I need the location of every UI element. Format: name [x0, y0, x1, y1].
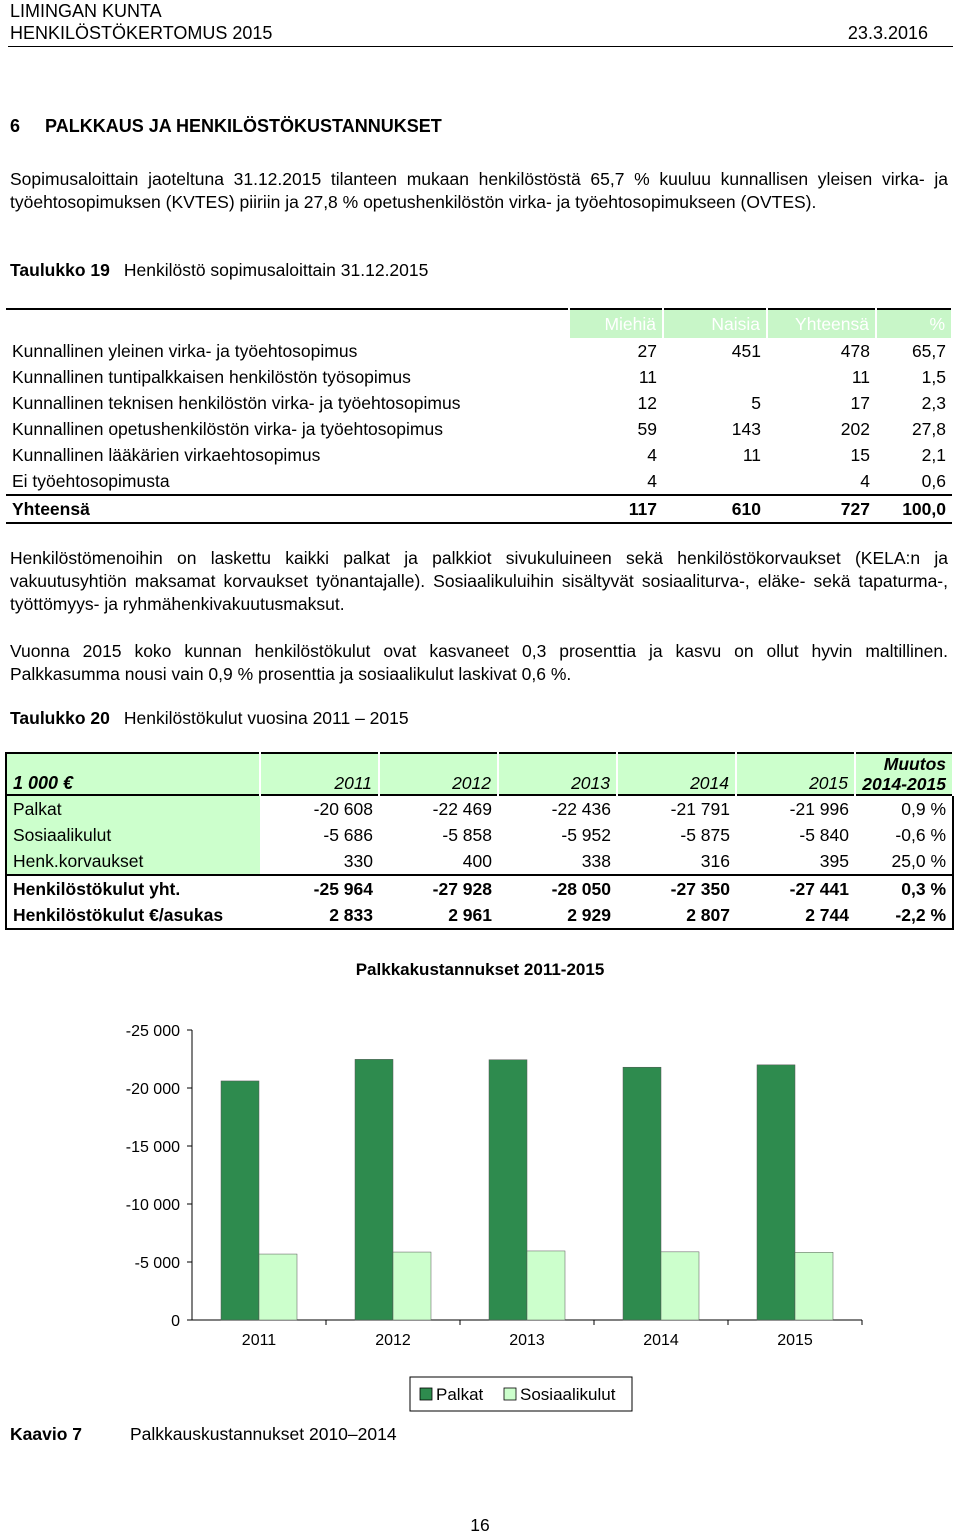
cell-value: -22 469 [379, 795, 498, 822]
table-header-row [6, 753, 953, 795]
cell-value: 0,3 % [855, 875, 953, 902]
legend-label: Palkat [436, 1385, 484, 1404]
cell-value: 5 [751, 392, 761, 413]
cell-value: -21 996 [736, 795, 855, 822]
table19-label: Taulukko 19 [10, 260, 110, 280]
table20-label: Taulukko 20 [10, 708, 110, 728]
year-header: 2014 [617, 753, 736, 795]
cell-value: 2,3 [921, 392, 946, 413]
figure-caption [10, 1424, 397, 1445]
row-label: Yhteensä [6, 495, 569, 523]
intro-paragraph: Sopimusaloittain jaoteltuna 31.12.2015 tilanteen mukaan henkilöstöstä 65,7 % kuuluu kunnallisen yleisen virka- ja työehtosopimuksen (KVTES) piiriin ja 27,8 % opetushenkilöstön virka- ja työehtosopimukseen (OVTES). [10, 169, 948, 212]
cell-value: 11 [638, 366, 657, 387]
x-tick-label: 2015 [777, 1332, 813, 1349]
cell-value: -5 952 [561, 824, 611, 845]
header-report: HENKILÖSTÖKERTOMUS 2015 [10, 23, 273, 43]
cell-value: 11 [851, 366, 870, 387]
x-tick-label: 2014 [643, 1332, 679, 1349]
table-row [6, 364, 952, 390]
cell-value: 1,5 [921, 366, 946, 387]
bar-sosiaalikulut [795, 1252, 833, 1320]
cell-value: -5 840 [799, 824, 849, 845]
cell-value: 2 807 [686, 904, 730, 925]
cell-value: -0,6 % [895, 824, 946, 845]
cell-value [663, 468, 767, 495]
personnel-agreement-table [6, 308, 953, 524]
cell-value: 17 [850, 392, 870, 413]
y-tick-label: -20 000 [125, 1081, 180, 1098]
cell-value: 338 [581, 850, 611, 871]
x-tick-label: 2013 [509, 1332, 545, 1349]
cell-value: 2,1 [921, 444, 946, 465]
cell-value: -25 964 [260, 875, 379, 902]
row-label: Henkilöstökulut €/asukas [6, 902, 260, 929]
y-tick-label: -10 000 [125, 1197, 180, 1214]
cell-value: 2 744 [805, 904, 849, 925]
y-tick-label: -25 000 [125, 1023, 180, 1040]
cell-value: 143 [731, 418, 761, 439]
cell-value: -22 436 [498, 795, 617, 822]
cell-value: -5 858 [442, 824, 492, 845]
cell-value: 25,0 % [891, 850, 946, 871]
row-label: Kunnallinen lääkärien virkaehtosopimus [12, 444, 321, 465]
legend-swatch [420, 1388, 432, 1400]
cell-value: 2 929 [567, 904, 611, 925]
cell-value: 4 [647, 470, 657, 491]
table-total-row [6, 875, 953, 902]
col-header: Yhteensä [767, 309, 876, 338]
row-label: Kunnallinen tuntipalkkaisen henkilöstön työsopimus [12, 366, 411, 387]
cell-value: 0,9 % [855, 795, 953, 822]
y-tick-label: 0 [171, 1313, 180, 1330]
bar-palkat [623, 1067, 661, 1320]
cell-value: 451 [731, 340, 761, 361]
table-total-row [6, 902, 953, 929]
unit-label: 1 000 € [6, 753, 260, 795]
x-tick-label: 2012 [375, 1332, 411, 1349]
section-number: 6 [10, 116, 21, 136]
year-header: 2012 [379, 753, 498, 795]
cell-value: 330 [343, 850, 373, 871]
change-header-line2: 2014-2015 [862, 774, 946, 794]
bar-sosiaalikulut [393, 1252, 431, 1320]
cell-value: 59 [637, 418, 657, 439]
header-date: 23.3.2016 [847, 23, 928, 43]
cell-value: 100,0 [876, 495, 952, 523]
table-row [6, 795, 953, 822]
table20-title: Henkilöstökulut vuosina 2011 – 2015 [123, 708, 409, 728]
row-label: Ei työehtosopimusta [12, 470, 170, 491]
row-label: Henk.korvaukset [6, 848, 260, 875]
row-label: Sosiaalikulut [6, 822, 260, 848]
header-org: LIMINGAN KUNTA [10, 1, 162, 21]
personnel-costs-table [5, 752, 954, 930]
table-row [6, 848, 953, 875]
cell-value: 4 [647, 444, 657, 465]
cell-value: 202 [840, 418, 870, 439]
section-heading [10, 116, 442, 137]
cell-value: -20 608 [260, 795, 379, 822]
table-header-row [6, 309, 952, 338]
chart-title: Palkkakustannukset 2011-2015 [355, 960, 605, 979]
year-header: 2011 [260, 753, 379, 795]
row-label: Henkilöstökulut yht. [6, 875, 260, 902]
bar-palkat [489, 1060, 527, 1320]
cell-value: 4 [860, 470, 870, 491]
cell-value: 400 [462, 850, 492, 871]
cell-value [663, 364, 767, 390]
cell-value: 12 [637, 392, 657, 413]
row-label: Palkat [6, 795, 260, 822]
figure-label: Kaavio 7 [10, 1424, 82, 1444]
bar-sosiaalikulut [661, 1252, 699, 1320]
cell-value: -27 350 [617, 875, 736, 902]
bar-sosiaalikulut [259, 1254, 297, 1320]
cell-value: -28 050 [498, 875, 617, 902]
legend-label: Sosiaalikulut [520, 1385, 616, 1404]
table19-title: Henkilöstö sopimusaloittain 31.12.2015 [123, 260, 429, 280]
salary-costs-chart [0, 990, 960, 1420]
cell-value: 65,7 [911, 340, 946, 361]
y-tick-label: -15 000 [125, 1139, 180, 1156]
bar-sosiaalikulut [527, 1251, 565, 1320]
cell-value: 727 [767, 495, 876, 523]
change-header [855, 753, 953, 795]
cell-value: 2 961 [448, 904, 492, 925]
cell-value: 395 [819, 850, 849, 871]
col-header: % [876, 309, 952, 338]
cell-value: -5 875 [680, 824, 730, 845]
bar-palkat [355, 1059, 393, 1320]
section-title: PALKKAUS JA HENKILÖSTÖKUSTANNUKSET [45, 116, 442, 136]
col-header: Miehiä [569, 309, 663, 338]
cell-value: 0,6 [921, 470, 946, 491]
year-header: 2013 [498, 753, 617, 795]
table-row [6, 442, 952, 468]
table19-caption [10, 260, 428, 281]
bar-palkat [757, 1065, 795, 1320]
cell-value: 27,8 [911, 418, 946, 439]
table-row [6, 822, 953, 848]
table-row [6, 390, 952, 416]
costs-change-paragraph: Vuonna 2015 koko kunnan henkilöstökulut ovat kasvaneet 0,3 prosenttia ja kasvu on ollut hyvin maltillinen. Palkkasumma nousi vain 0,9 % prosenttia ja sosiaalikulut laskivat 0,6 %. [10, 641, 948, 684]
cell-value: 27 [637, 340, 657, 361]
cell-value: -21 791 [617, 795, 736, 822]
row-label: Kunnallinen opetushenkilöstön virka- ja työehtosopimus [12, 418, 443, 439]
table20-caption [10, 708, 409, 729]
col-header: Naisia [663, 309, 767, 338]
table-total-row [6, 495, 952, 523]
change-header-line1: Muutos [883, 754, 946, 774]
costs-definition-paragraph: Henkilöstömenoihin on laskettu kaikki palkat ja palkkiot sivukuluineen sekä henkilöstökorvaukset (KELA:n ja vakuutusyhtiön maksamat korvaukset työnantajalle). Sosiaalikuluihin sisältyvät sosiaaliturva-, eläke- sekä tapaturma-, työttömyys- ja ryhmähenkivakuutusmaksut. [10, 548, 948, 614]
cell-value: 15 [850, 444, 870, 465]
year-header: 2015 [736, 753, 855, 795]
legend-swatch [504, 1388, 516, 1400]
cell-value: -27 441 [736, 875, 855, 902]
cell-value: 117 [569, 495, 663, 523]
x-tick-label: 2011 [241, 1332, 277, 1349]
row-label: Kunnallinen teknisen henkilöstön virka- ja työehtosopimus [12, 392, 461, 413]
y-tick-label: -5 000 [134, 1255, 180, 1272]
cell-value: 610 [663, 495, 767, 523]
cell-value: 316 [700, 850, 730, 871]
header-rule [8, 46, 953, 47]
cell-value: 11 [742, 444, 761, 465]
cell-value: -5 686 [323, 824, 373, 845]
figure-title: Palkkauskustannukset 2010–2014 [129, 1424, 397, 1444]
row-label: Kunnallinen yleinen virka- ja työehtosopimus [12, 340, 358, 361]
table-row [6, 416, 952, 442]
table-row [6, 468, 952, 495]
cell-value: -27 928 [379, 875, 498, 902]
table-row [6, 338, 952, 364]
page-number: 16 [470, 1515, 490, 1535]
cell-value: 2 833 [329, 904, 373, 925]
bar-palkat [221, 1081, 259, 1320]
cell-value: -2,2 % [895, 904, 946, 925]
cell-value: 478 [840, 340, 870, 361]
